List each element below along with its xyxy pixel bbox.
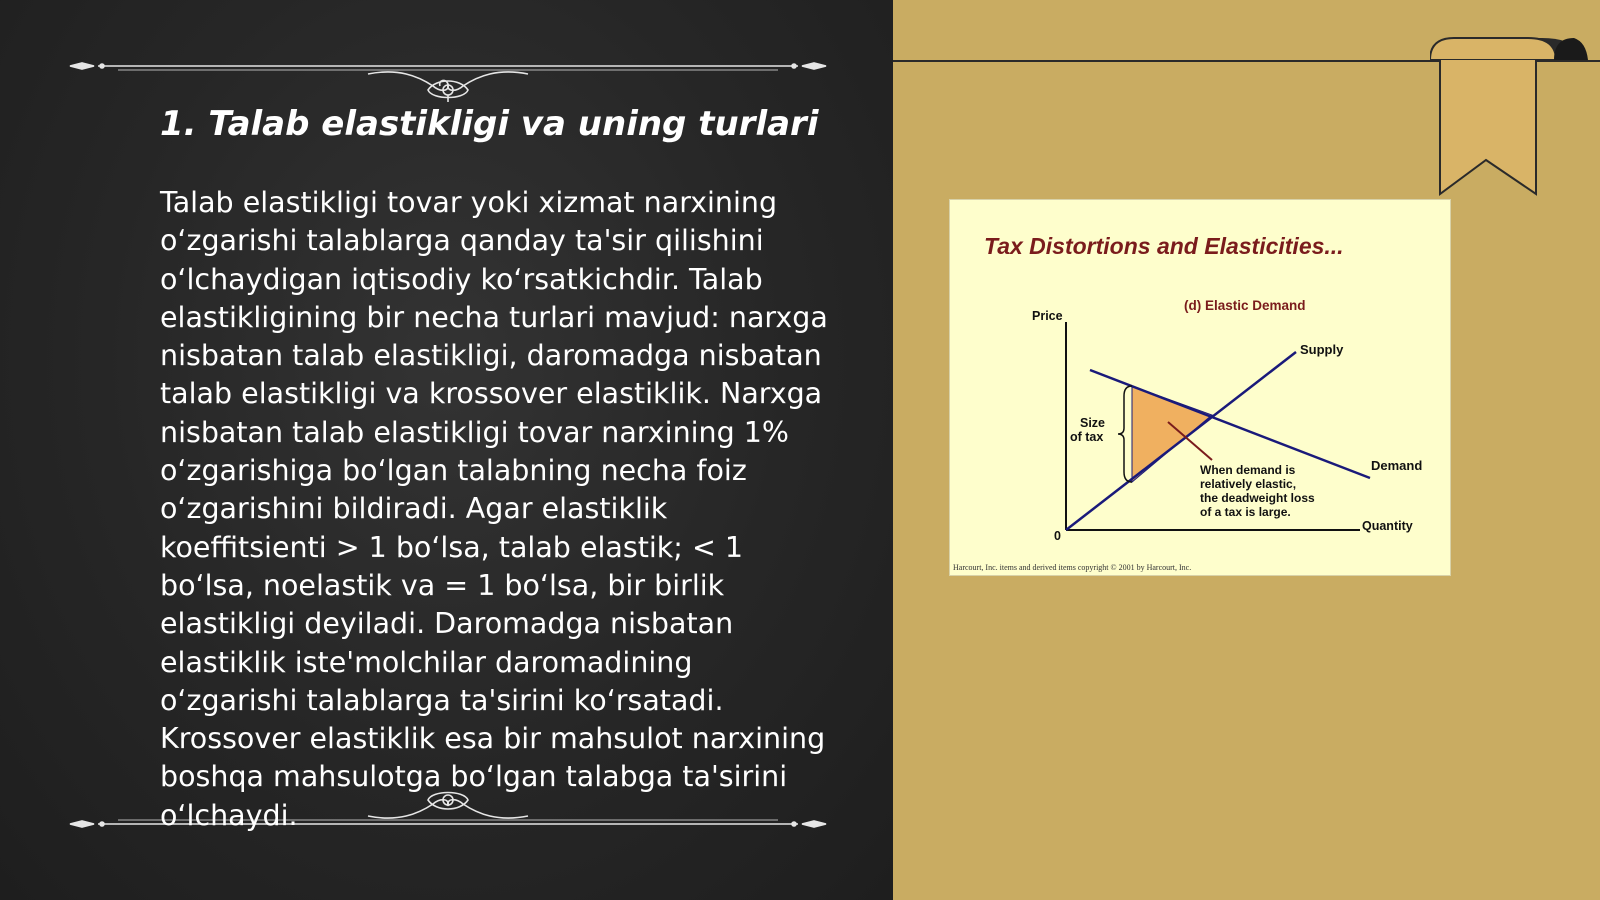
tax-label-line1: Size: [1080, 416, 1106, 430]
figure-title: Tax Distortions and Elasticities...: [984, 233, 1344, 259]
elastic-demand-diagram: [950, 200, 1450, 575]
x-axis-label: Quantity: [1362, 519, 1413, 533]
origin-label: 0: [1054, 529, 1061, 543]
note-line3: the deadweight loss: [1200, 491, 1315, 505]
supply-label: Supply: [1300, 342, 1344, 357]
tax-size-bracket: [1118, 386, 1132, 482]
ornament-divider-top-icon: [68, 42, 828, 102]
bookmark-ribbon-icon: [1430, 34, 1590, 204]
y-axis-label: Price: [1032, 309, 1063, 323]
slide-body-text: Talab elastikligi tovar yoki xizmat narxining oʻzgarishi talablarga qanday ta'sir qilishini oʻlchaydigan iqtisodiy koʻrsatkichdir. Talab elastikligining bir necha turlari mavjud: narxga nisbatan talab elastikligi, daromadga nisbatan talab elastikligi va krossover elastiklik. Narxga nisbatan talab elastikligi tovar narxining 1% oʻzgarishiga boʻlgan talabning necha foiz oʻzgarishini bildiradi. Agar elastiklik koeffitsienti > 1 boʻlsa, talab elastik; < 1 boʻlsa, noelastik va = 1 boʻlsa, bir birlik elastikligi deyiladi. Daromadga nisbatan elastiklik iste'molchilar daromadining oʻzgarishi talablarga ta'sirini koʻrsatadi. Krossover elastiklik esa bir mahsulot narxining boshqa mahsulotga boʻlgan talabga ta'sirini oʻlchaydi.: [160, 186, 828, 832]
note-line1: When demand is: [1200, 463, 1296, 477]
tax-label-line2: of tax: [1070, 430, 1104, 444]
figure-subtitle: (d) Elastic Demand: [1184, 298, 1306, 313]
tax-distortion-figure: [950, 200, 1450, 575]
slide-title: 1. Talab elastikligi va uning turlari: [160, 104, 819, 144]
demand-label: Demand: [1371, 458, 1423, 473]
figure-copyright: Harcourt, Inc. items and derived items copyright © 2001 by Harcourt, Inc.: [953, 563, 1192, 572]
note-line2: relatively elastic,: [1200, 477, 1297, 491]
note-line4: of a tax is large.: [1200, 505, 1291, 519]
